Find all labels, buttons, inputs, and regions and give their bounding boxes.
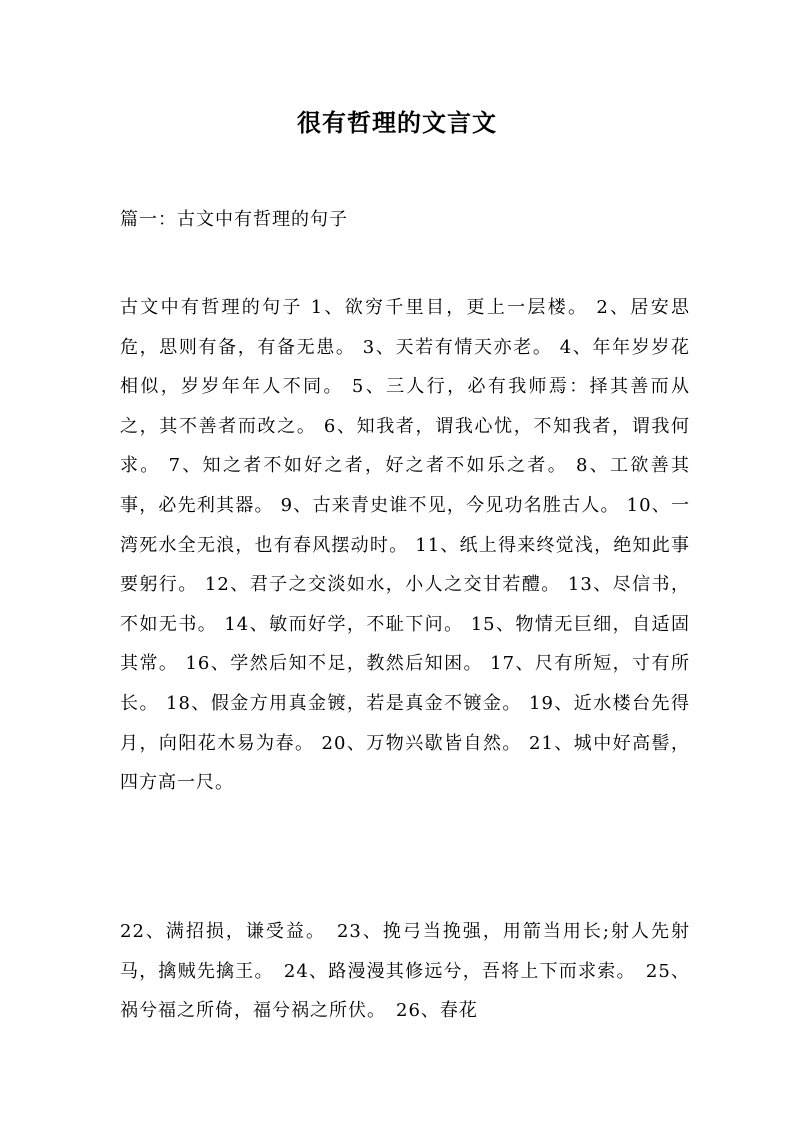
body-paragraph-2: 22、满招损，谦受益。 23、挽弓当挽强，用箭当用长;射人先射马，擒贼先擒王。 24、路漫漫其修远兮，吾将上下而求索。 25、祸兮福之所倚，福兮祸之所伏。 26、春花	[120, 921, 690, 1022]
section-heading: 篇一：古文中有哲理的句子	[120, 209, 348, 230]
document-title: 很有哲理的文言文	[297, 109, 497, 137]
body-paragraph-1: 古文中有哲理的句子 1、欲穷千里目，更上一层楼。 2、居安思危，思则有备，有备无患。 3、天若有情天亦老。 4、年年岁岁花相似，岁岁年年人不同。 5、三人行，必有我师焉：择其善而从之，其不善者而改之。 6、知我者，谓我心忧，不知我者，谓我何求。 7、知之者不如好之者，好之者不如乐之者。 8、工欲善其事，必先利其器。 9、古来青史谁不见，今见功名胜古人。 10、一湾死水全无浪，也有春风摆动时。 11、纸上得来终觉浅，绝知此事要躬行。 12、君子之交淡如水，小人之交甘若醴。 13、尽信书，不如无书。 14、敏而好学，不耻下问。 15、物情无巨细，自适固其常。 16、学然后知不足，教然后知困。 17、尺有所短，寸有所长。 18、假金方用真金镀，若是真金不镀金。 19、近水楼台先得月，向阳花木易为春。 20、万物兴歇皆自然。 21、城中好高髻，四方高一尺。	[120, 297, 690, 794]
